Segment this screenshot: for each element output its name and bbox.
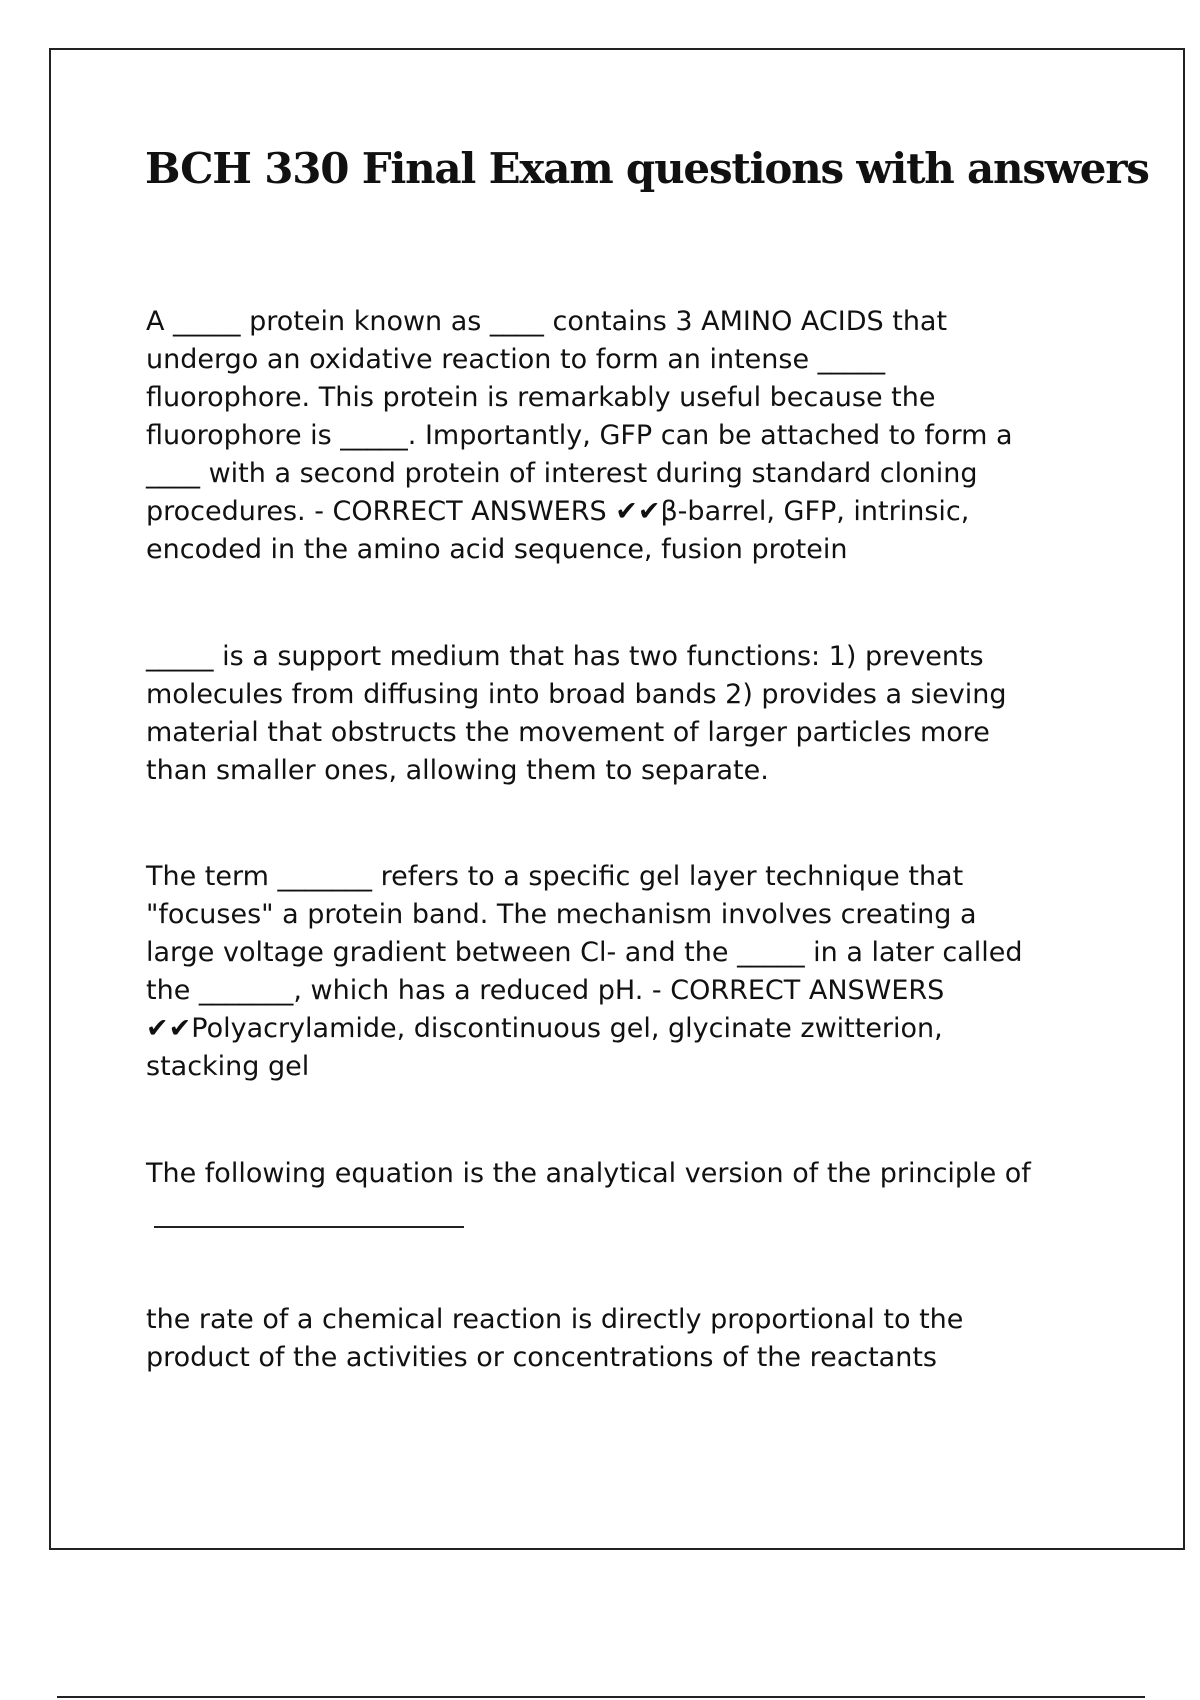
page-bottom-rule [57,1696,1145,1698]
page-title: BCH 330 Final Exam questions with answers [145,144,1149,193]
answer-blank-line [154,1226,464,1228]
answer-rate-law: the rate of a chemical reaction is directly proportional to the product of the activities or concentrations of the reactants [146,1304,964,1373]
question-support-medium: _____ is a support medium that has two functions: 1) prevents molecules from diffusing into broad bands 2) provides a sieving material that obstructs the movement of larger particles more than smaller ones, allowing them to separate. [146,641,1007,786]
question-discontinuous-gel: The term _______ refers to a specific gel layer technique that "focuses" a protein band. The mechanism involves creating a large voltage gradient between Cl- and the _____ in a later called the _______, which has a reduced pH. - CORRECT ANSWERS ✔✔Polyacrylamide, discontinuous gel, glycinate zwitterion, stacking gel [146,861,1023,1082]
question-gfp: A _____ protein known as ____ contains 3 AMINO ACIDS that undergo an oxidative reaction to form an intense _____ fluorophore. This protein is remarkably useful because the fluorophore is _____. Importantly, GFP can be attached to form a ____ with a second protein of interest during standard cloning procedures. - CORRECT ANSWERS ✔✔β-barrel, GFP, intrinsic, encoded in the amino acid sequence, fusion protein [146,306,1013,565]
question-principle: The following equation is the analytical version of the principle of [146,1158,1031,1189]
